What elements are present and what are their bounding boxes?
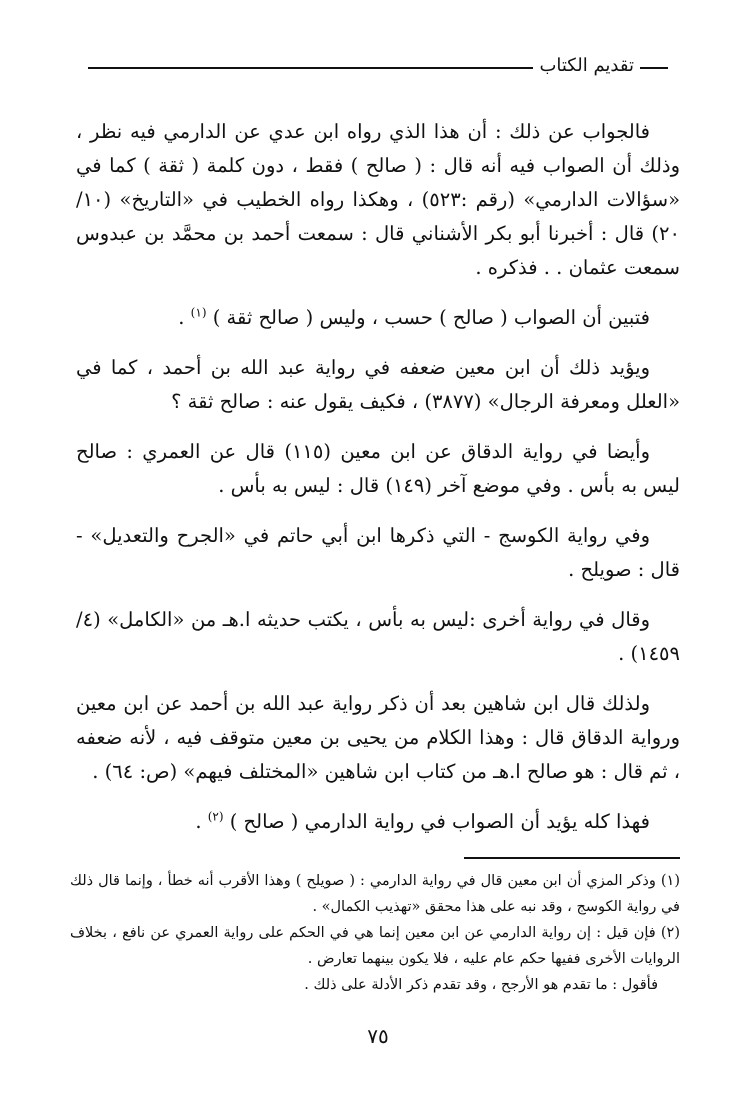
paragraph-3: ويؤيد ذلك أن ابن معين ضعفه في رواية عبد الله بن أحمد ، كما في «العلل ومعرفة الرجال» (٣٨٧٧) ، فكيف يقول عنه : صالح ثقة ؟: [76, 356, 680, 413]
header-title: تقديم الكتاب: [539, 54, 634, 76]
footnote-1: (١) وذكر المزي أن ابن معين قال في رواية الدارمي : ( صويلح ) وهذا الأقرب أنه خطأ ، وإنما قال ذلك في رواية الكوسج ، وقد نبه على هذا محقق «تهذيب الكمال» .: [70, 873, 680, 915]
paragraph-5: وفي رواية الكوسج - التي ذكرها ابن أبي حاتم في «الجرح والتعديل» - قال : صويلح .: [76, 524, 680, 581]
header-rule: [88, 67, 533, 69]
footnote-2: (٢) فإن قيل : إن رواية الدارمي عن ابن معين إنما هي في الحكم على رواية العمري عن نافع ، بخلاف الروايات الأخرى ففيها حكم عام عليه ، فلا يكون بينهما تعارض .: [70, 925, 680, 967]
paragraph-2: فتبين أن الصواب ( صالح ) حسب ، وليس ( صالح ثقة ) $^{(١)}$ .: [178, 305, 650, 329]
paragraph-1: فالجواب عن ذلك : أن هذا الذي رواه ابن عدي عن الدارمي فيه نظر ، وذلك أن الصواب فيه أنه قال : ( صالح ) فقط ، دون كلمة ( ثقة ) كما في «سؤالات الدارمي» (رقم :٥٢٣) ، وهكذا رواه الخطيب في «التاريخ» (١٠/ ٢٠) قال : أخبرنا أبو بكر الأشناني قال : سمعت أحمد بن محمَّد بن عبدوس سمعت عثمان . . فذكره .: [76, 120, 680, 279]
paragraph-7: ولذلك قال ابن شاهين بعد أن ذكر رواية عبد الله بن أحمد عن ابن معين ورواية الدقاق قال : وهذا الكلام من يحيى بن معين متوقف فيه ، لأنه ضعفه ، ثم قال : هو صالح ا.هـ من كتاب ابن شاهين «المختلف فيهم» (ص: ٦٤) .: [76, 692, 680, 783]
footnotes: [70, 868, 680, 998]
paragraph-4: وأيضا في رواية الدقاق عن ابن معين (١١٥) قال عن العمري : صالح ليس به بأس . وفي موضع آخر (١٤٩) قال : ليس به بأس .: [76, 440, 680, 497]
paragraph-8: فهذا كله يؤيد أن الصواب في رواية الدارمي ( صالح ) $^{(٢)}$ .: [195, 809, 650, 833]
running-header: [88, 50, 668, 80]
footnote-separator: [464, 857, 680, 859]
main-text: [76, 115, 680, 855]
header-dash: [640, 67, 668, 69]
page-number: ٧٥: [367, 1024, 389, 1048]
footnote-2-continuation: فأقول : ما تقدم هو الأرجح ، وقد تقدم ذكر الأدلة على ذلك .: [304, 977, 658, 993]
paragraph-6: وقال في رواية أخرى :ليس به بأس ، يكتب حديثه ا.هـ من «الكامل» (٤/ ١٤٥٩) .: [76, 608, 680, 665]
footnote-ref-2[interactable]: (٢): [207, 809, 224, 824]
footnote-ref-1[interactable]: (١): [190, 305, 207, 320]
